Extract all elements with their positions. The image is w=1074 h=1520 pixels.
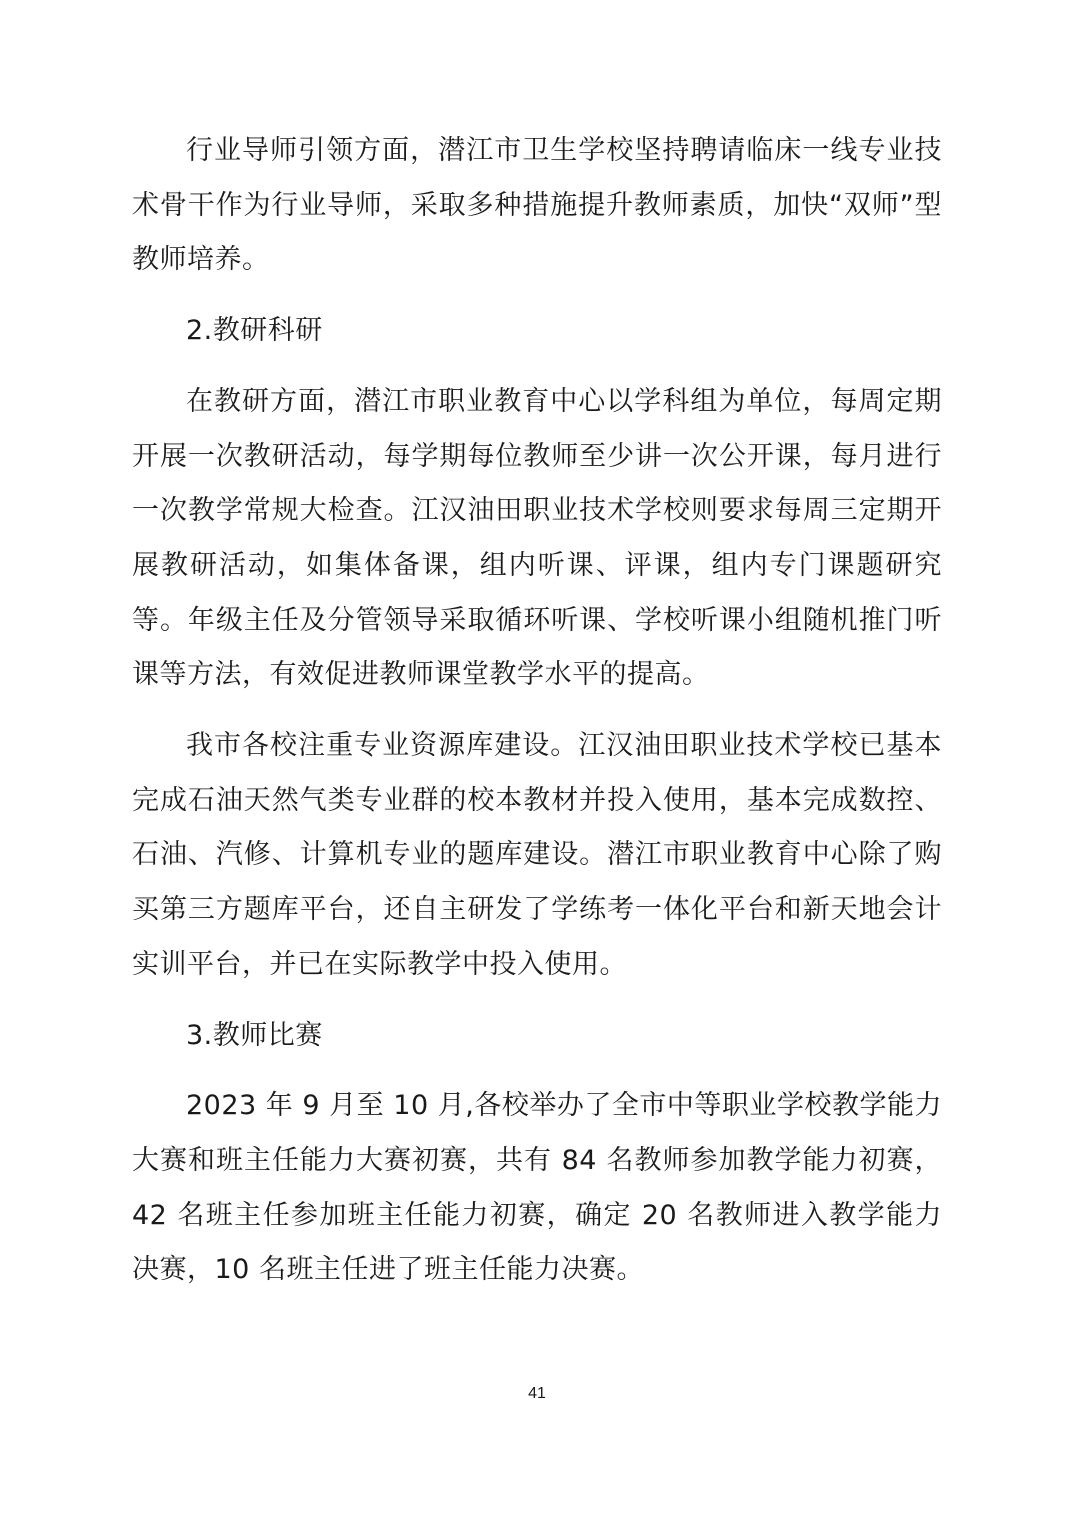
paragraph-teaching-research: 在教研方面，潜江市职业教育中心以学科组为单位，每周定期开展一次教研活动，每学期每位教师至少讲一次公开课，每月进行一次教学常规大检查。江汉油田职业技术学校则要求每周三定期开展教研活动，如集体备课，组内听课、评课，组内专门课题研究等。年级主任及分管领导采取循环听课、学校听课小组随机推门听课等方法，有效促进教师课堂教学水平的提高。: [132, 385, 942, 691]
paragraph-industry-mentor: 行业导师引领方面，潜江市卫生学校坚持聘请临床一线专业技术骨干作为行业导师，采取多种措施提升教师素质，加快“双师”型教师培养。: [132, 135, 942, 276]
page-number: 41: [528, 1385, 546, 1402]
page-body: [132, 124, 942, 1298]
section-heading-teaching-research: 2.教研科研: [186, 315, 323, 347]
paragraph-resource-library: 我市各校注重专业资源库建设。江汉油田职业技术学校已基本完成石油天然气类专业群的校本教材并投入使用，基本完成数控、石油、汽修、计算机专业的题库建设。潜江市职业教育中心除了购买第三方题库平台，还自主研发了学练考一体化平台和新天地会计实训平台，并已在实际教学中投入使用。: [132, 730, 942, 980]
section-heading-teacher-competition: 3.教师比赛: [186, 1019, 323, 1051]
paragraph-teacher-competition: 2023 年 9 月至 10 月,各校举办了全市中等职业学校教学能力大赛和班主任能力大赛初赛，共有 84 名教师参加教学能力初赛，42 名班主任参加班主任能力初赛，确定 20 名教师进入教学能力决赛，10 名班主任进了班主任能力决赛。: [132, 1090, 942, 1286]
